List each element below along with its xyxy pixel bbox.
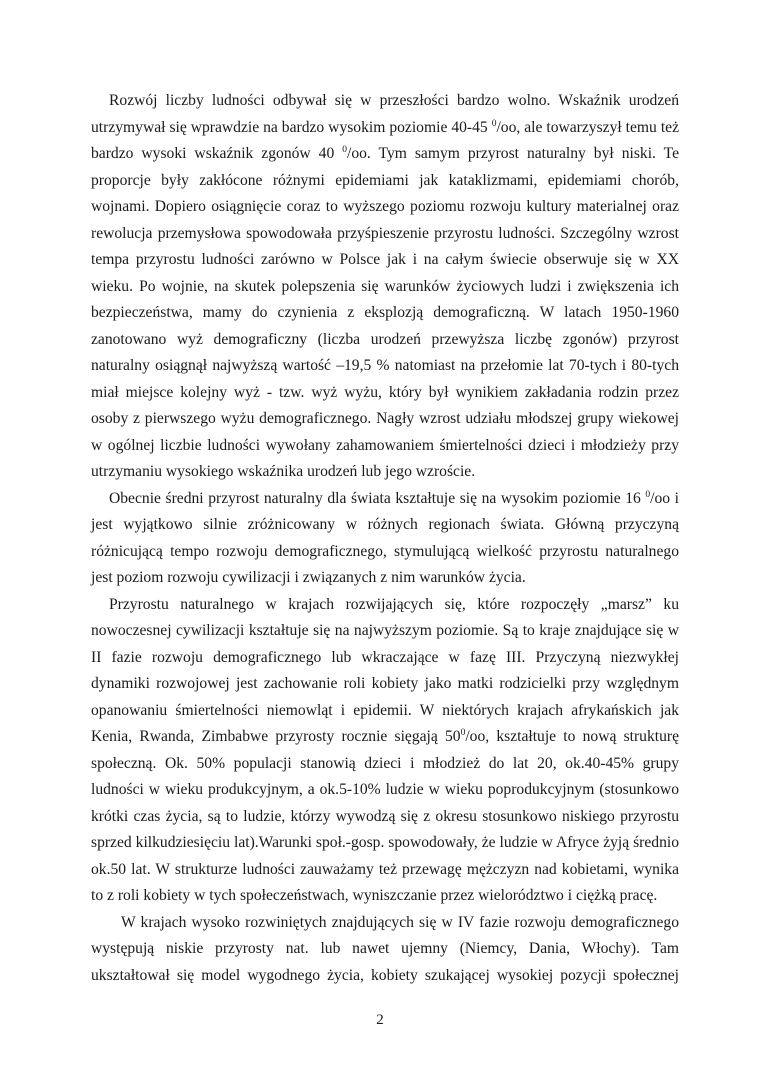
paragraph	[91, 88, 679, 486]
superscript: 0	[342, 145, 347, 155]
text-run: Rozwój liczby ludności odbywał się w przeszłości bardzo wolno. Wskaźnik urodzeń utrzymywał się wprawdzie na bardzo wysokim poziomie 40-45	[91, 92, 679, 136]
paragraph	[91, 486, 679, 592]
text-run: /oo, ale towarzyszył temu też bardzo wysoki wskaźnik zgonów 40	[91, 118, 679, 162]
document-body	[91, 88, 679, 989]
text-run: /oo, kształtuje to nową strukturę społeczną. Ok. 50% populacji stanowią dzieci i młodzież do lat 20, ok.40-45% grupy ludności w wieku produkcyjnym, a ok.5-10% ludzie w wieku poprodukcyjnym (stosunkowo krótki czas życia, są to ludzie, którzy wywodzą się z okresu stosunkowo niskiego przyrostu sprzed kilkudziesięciu lat).Warunki społ.-gosp. spowodowały, że ludzie w Afryce żyją średnio ok.50 lat. W strukturze ludności zauważamy też przewagę mężczyzn nad kobietami, wynika to z roli kobiety w tych społeczeństwach, wyniszczanie przez wielorództwo i ciężką pracę.	[91, 728, 679, 904]
text-run: Przyrostu naturalnego w krajach rozwijających się, które rozpoczęły „marsz” ku nowoczesnej cywilizacji kształtuje się na najwyższym poziomie. Są to kraje znajdujące się w II fazie rozwoju demograficznego lub wkraczające w fazę III. Przyczyną niezwykłej dynamiki rozwojowej jest zachowanie roli kobiety jako matki rodzicielki przy względnym opanowaniu śmiertelności niemowląt i epidemii. W niektórych krajach afrykańskich jak Kenia, Rwanda, Zimbabwe przyrosty rocznie sięgają 50	[91, 595, 679, 745]
text-run: /oo i jest wyjątkowo silnie zróżnicowany w różnych regionach świata. Główną przyczyną różnicującą tempo rozwoju demograficznego, stymulującą wielkość przyrostu naturalnego jest poziom rozwoju cywilizacji i związanych z nim warunków życia.	[91, 489, 679, 586]
text-run: W krajach wysoko rozwiniętych znajdujących się w IV fazie rozwoju demograficznego występują niskie przyrosty nat. lub nawet ujemny (Niemcy, Dania, Włochy). Tam ukształtował się model wygodnego życia, kobiety szukającej wysokiej pozycji społecznej	[91, 913, 679, 984]
text-run: /oo. Tym samym przyrost naturalny był niski. Te proporcje były zakłócone różnymi epidemiami jak kataklizmami, epidemiami chorób, wojnami. Dopiero osiągnięcie coraz to wyższego poziomu rozwoju kultury materialnej oraz rewolucja przemysłowa spowodowała przyśpieszenie przyrostu ludności. Szczególny wzrost tempa przyrostu ludności zarówno w Polsce jak i na całym świecie obserwuje się w XX wieku. Po wojnie, na skutek polepszenia się warunków życiowych ludzi i zwiększenia ich bezpieczeństwa, mamy do czynienia z eksplozją demograficzną. W latach 1950-1960 zanotowano wyż demograficzny (liczba urodzeń przewyższa liczbę zgonów) przyrost naturalny osiągnął najwyższą wartość –19,5 % natomiast na przełomie lat 70-tych i 80-tych miał miejsce kolejny wyż - tzw. wyż wyżu, który był wynikiem zakładania rodzin przez osoby z pierwszego wyżu demograficznego. Nagły wzrost udziału młodszej grupy wiekowej w ogólnej liczbie ludności wywołany zahamowaniem śmiertelności dzieci i młodzieży przy utrzymaniu wysokiego wskaźnika urodzeń lub jego wzroście.	[91, 145, 679, 480]
superscript: 0	[460, 728, 466, 738]
superscript: 0	[645, 489, 651, 500]
text-run: Obecnie średni przyrost naturalny dla świata kształtuje się na wysokim poziomie 16	[109, 489, 646, 507]
paragraph	[91, 592, 679, 910]
page-number: 2	[376, 1012, 384, 1028]
superscript: 0	[491, 118, 497, 129]
paragraph	[91, 910, 679, 990]
